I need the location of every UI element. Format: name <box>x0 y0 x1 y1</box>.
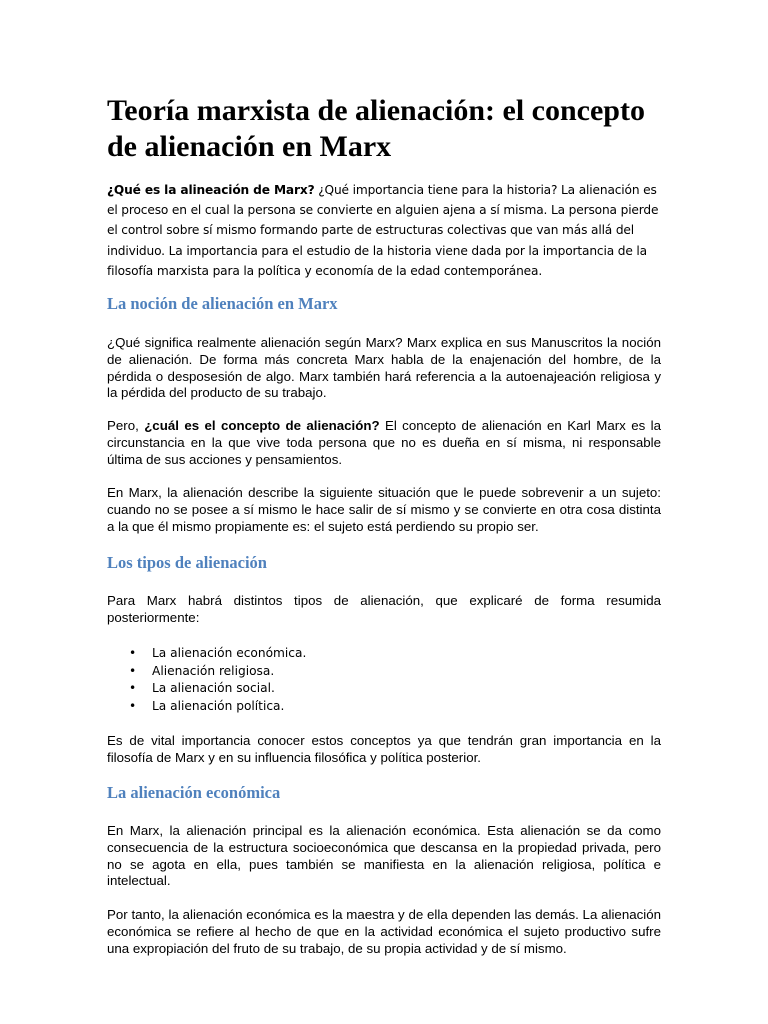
list-item-label: La alienación económica. <box>152 646 307 660</box>
paragraph-text: El concepto de alienación en Karl Marx es la circunstancia en la que vive toda persona que no es dueña en sí misma, ni responsable última de sus acciones y pensamientos. <box>107 418 661 467</box>
list-item-label: La alienación social. <box>152 681 275 695</box>
list-item-label: Alienación religiosa. <box>152 663 275 678</box>
list-item <box>107 663 306 681</box>
intro-paragraph <box>107 180 662 281</box>
bullet-icon: • <box>129 646 137 660</box>
list-item <box>107 680 306 698</box>
paragraph: En Marx, la alienación principal es la alienación económica. Esta alienación se da como consecuencia de la estructura socioeconómica que descansa en la propiedad privada, pero no se agota en ella, pues también se manifiesta en la alienación religiosa, política e intelectual. <box>107 823 661 889</box>
paragraph: Es de vital importancia conocer estos conceptos ya que tendrán gran importancia en la filosofía de Marx y en su influencia filosófica y política posterior. <box>107 733 661 765</box>
bullet-icon: • <box>129 663 137 678</box>
section-heading-tipos: Los tipos de alienación <box>107 553 267 572</box>
list-item <box>107 645 306 663</box>
intro-question: ¿Qué es la alineación de Marx? <box>107 183 315 197</box>
section-heading-economica: La alienación económica <box>107 783 281 802</box>
bullet-icon: • <box>129 698 137 713</box>
paragraph-bold-question: ¿cuál es el concepto de alienación? <box>144 418 380 433</box>
paragraph <box>107 418 661 468</box>
list-item <box>107 698 306 716</box>
section-heading-nocion: La noción de alienación en Marx <box>107 294 338 313</box>
intro-text: ¿Qué importancia tiene para la historia? La alienación es el proceso en el cual la persona se convierte en alguien ajena a sí misma. La persona pierde el control sobre sí mismo formando parte de estructuras colectivas que van más allá del individuo. La importancia para el estudio de la historia viene dada por la importancia de la filosofía marxista para la política y economía de la edad contemporánea. <box>107 183 659 278</box>
bullet-icon: • <box>129 681 137 695</box>
page-title: Teoría marxista de alienación: el concepto de alienación en Marx <box>107 94 645 163</box>
paragraph: En Marx, la alienación describe la siguiente situación que le puede sobrevenir a un sujeto: cuando no se posee a sí mismo le hace salir de sí mismo y se convierte en otra cosa distinta a la que él mismo propiamente es: el sujeto está perdiendo su propio ser. <box>107 485 661 534</box>
list-item-label: La alienación política. <box>152 698 285 713</box>
paragraph-text: Pero, <box>107 418 145 433</box>
alienation-types-list <box>107 645 306 715</box>
paragraph: Por tanto, la alienación económica es la maestra y de ella dependen las demás. La alienación económica se refiere al hecho de que en la actividad económica el sujeto productivo sufre una expropiación del fruto de su trabajo, de su propia actividad y de sí mismo. <box>107 907 661 956</box>
paragraph: ¿Qué significa realmente alienación según Marx? Marx explica en sus Manuscritos la noción de alienación. De forma más concreta Marx habla de la enajenación del hombre, de la pérdida o desposesión de algo. Marx también hará referencia a la autoenajeación religiosa y la pérdida del producto de su trabajo. <box>107 335 661 401</box>
paragraph: Para Marx habrá distintos tipos de alienación, que explicaré de forma resumida posteriormente: <box>107 593 661 625</box>
